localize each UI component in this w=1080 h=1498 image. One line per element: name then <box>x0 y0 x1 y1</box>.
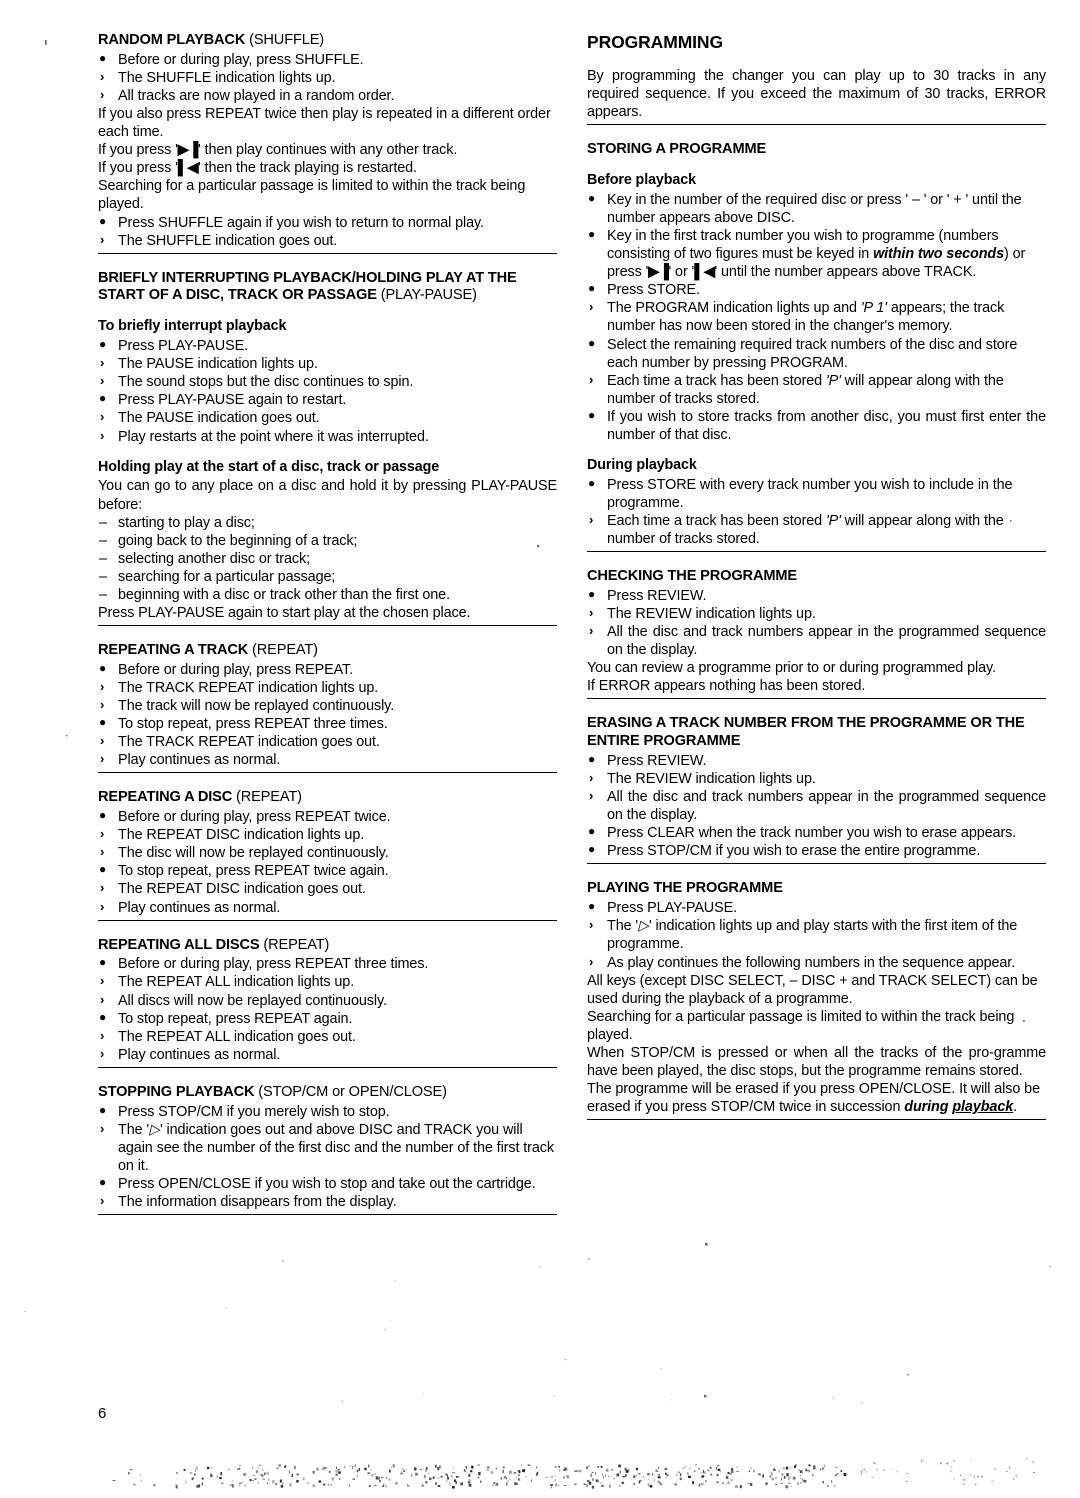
list-item-text: The PAUSE indication lights up. <box>118 356 318 373</box>
section-heading: STORING A PROGRAMME <box>587 141 767 158</box>
left-column <box>98 32 557 1231</box>
list-item-text: Before or during play, press SHUFFLE. <box>118 51 364 68</box>
bullet-marker: ● <box>588 899 596 914</box>
arrow-marker: › <box>100 1120 105 1136</box>
arrow-marker: › <box>100 898 105 914</box>
instruction-list <box>98 808 557 916</box>
list-item <box>587 191 1046 227</box>
arrow-marker: › <box>100 1193 105 1209</box>
section-divider <box>587 1119 1046 1120</box>
subsection-heading: During playback <box>587 456 697 473</box>
instruction-list <box>587 587 1046 695</box>
list-item-text: The REPEAT DISC indication lights up. <box>118 827 365 844</box>
page-number: 6 <box>98 1405 107 1422</box>
section-briefly-interrupting <box>98 270 557 626</box>
list-item-text: searching for a particular passage; <box>118 568 336 585</box>
bullet-marker: ● <box>99 50 107 65</box>
bullet-marker: ● <box>588 475 596 490</box>
arrow-marker: › <box>589 605 594 621</box>
list-item <box>587 299 1046 335</box>
bullet-marker: ● <box>99 337 107 352</box>
list-item <box>98 826 557 844</box>
bullet-marker: ● <box>99 1009 107 1024</box>
subsection-heading: To briefly interrupt playback <box>98 318 287 335</box>
list-item <box>98 514 557 532</box>
list-item <box>98 715 557 733</box>
list-item-text: If you press '▶▐' then play continues with any other track. <box>98 142 458 159</box>
section-divider <box>587 698 1046 699</box>
section-repeating-all-discs <box>98 937 557 1068</box>
list-item <box>98 679 557 697</box>
section-heading: REPEATING ALL DISCS (REPEAT) <box>98 936 330 953</box>
list-item <box>587 281 1046 299</box>
list-item <box>98 1046 557 1064</box>
instruction-list <box>98 337 557 445</box>
bullet-marker: ● <box>588 842 596 857</box>
list-item <box>98 69 557 87</box>
list-item-text: The '▷' indication goes out and above DISC and TRACK you will again see the number of the first disc and the number of the first track on it. <box>118 1121 554 1174</box>
section-heading: ERASING A TRACK NUMBER FROM THE PROGRAMME OR THE ENTIRE PROGRAMME <box>587 715 1025 750</box>
list-item-text: As play continues the following numbers in the sequence appear. <box>607 954 1016 971</box>
list-item <box>587 605 1046 623</box>
section-divider <box>587 863 1046 864</box>
section-random-playback <box>98 32 557 254</box>
list-item-text: The information disappears from the display. <box>118 1194 397 1211</box>
list-item <box>98 880 557 898</box>
list-item <box>98 955 557 973</box>
arrow-marker: › <box>100 973 105 989</box>
list-item <box>98 733 557 751</box>
list-item <box>587 824 1046 842</box>
list-item-text: The track will now be replayed continuously. <box>118 698 395 715</box>
list-item <box>98 355 557 373</box>
section-divider <box>98 1214 557 1215</box>
arrow-marker: › <box>589 299 594 315</box>
list-item <box>587 336 1046 372</box>
list-item <box>587 623 1046 659</box>
bullet-marker: ● <box>99 862 107 877</box>
list-item <box>98 992 557 1010</box>
list-item-text: Before or during play, press REPEAT twice. <box>118 809 391 826</box>
section-erasing-a-track-number <box>587 715 1046 864</box>
list-item-text: The PROGRAM indication lights up and 'P 1' appears; the track number has now been stored in the changer's memory. <box>607 300 1005 335</box>
section-heading: BRIEFLY INTERRUPTING PLAYBACK/HOLDING PLAY AT THE START OF A DISC, TRACK OR PASSAGE (PLAY-PAUSE) <box>98 269 517 304</box>
arrow-marker: › <box>100 231 105 247</box>
list-item <box>98 1121 557 1175</box>
list-item <box>98 159 557 177</box>
subsection-heading: Holding play at the start of a disc, track or passage <box>98 458 440 475</box>
list-item <box>587 227 1046 281</box>
list-item-text: Key in the number of the required disc or press ' – ' or ' + ' until the number appears above DISC. <box>607 191 1022 226</box>
instruction-list <box>98 661 557 769</box>
list-item <box>587 1080 1046 1116</box>
arrow-marker: › <box>100 678 105 694</box>
list-item-text: The '▷' indication lights up and play starts with the first item of the programme. <box>607 918 1018 953</box>
bullet-marker: ● <box>588 824 596 839</box>
list-item-text: Press OPEN/CLOSE if you wish to stop and take out the cartridge. <box>118 1175 536 1192</box>
section-heading: STOPPING PLAYBACK (STOP/CM or OPEN/CLOSE) <box>98 1083 447 1100</box>
list-item-text: If you also press REPEAT twice then play is repeated in a different order each time. <box>98 106 551 141</box>
list-item-text: Before or during play, press REPEAT. <box>118 661 354 678</box>
list-item <box>98 568 557 586</box>
arrow-marker: › <box>589 770 594 786</box>
list-item-text: The programme will be erased if you press OPEN/CLOSE. It will also be erased if you press STOP/CM twice in succession during playback. <box>587 1081 1040 1116</box>
list-item <box>98 862 557 880</box>
section-heading: CHECKING THE PROGRAMME <box>587 568 797 585</box>
list-item <box>587 677 1046 695</box>
section-repeating-a-track <box>98 642 557 773</box>
list-item <box>98 337 557 355</box>
list-item-text: Play restarts at the point where it was interrupted. <box>118 428 429 445</box>
list-item-text: Press PLAY-PAUSE. <box>118 338 248 355</box>
list-item <box>587 587 1046 605</box>
section-stopping-playback <box>98 1084 557 1215</box>
list-item-text: Searching for a particular passage is limited to within the track being played. <box>587 1008 1015 1043</box>
list-item <box>98 808 557 826</box>
section-divider <box>587 124 1046 125</box>
list-item-text: starting to play a disc; <box>118 514 255 531</box>
list-item-text: You can go to any place on a disc and hold it by pressing PLAY-PAUSE before: <box>98 478 557 513</box>
list-item <box>98 586 557 604</box>
list-item-text: The REPEAT DISC indication goes out. <box>118 881 366 898</box>
arrow-marker: › <box>100 826 105 842</box>
arrow-marker: › <box>100 697 105 713</box>
list-item-text: Press SHUFFLE again if you wish to return to normal play. <box>118 214 484 231</box>
bullet-marker: ● <box>588 190 596 205</box>
list-item <box>98 661 557 679</box>
list-item-text: Press PLAY-PAUSE. <box>607 900 737 917</box>
list-item <box>98 373 557 391</box>
list-item-text: The TRACK REPEAT indication lights up. <box>118 679 379 696</box>
bullet-marker: ● <box>588 752 596 767</box>
section-heading: REPEATING A DISC (REPEAT) <box>98 789 302 806</box>
subsection-heading: Before playback <box>587 172 696 189</box>
list-item-text: Play continues as normal. <box>118 1046 281 1063</box>
instruction-list <box>587 476 1046 548</box>
bullet-marker: ● <box>99 808 107 823</box>
instruction-list <box>587 752 1046 860</box>
list-item-text: To stop repeat, press REPEAT again. <box>118 1010 353 1027</box>
list-item <box>587 372 1046 408</box>
list-item <box>587 1008 1046 1044</box>
list-item-text: If you press '▌◀' then the track playing is restarted. <box>98 160 417 177</box>
instruction-list <box>98 1103 557 1211</box>
list-item <box>98 214 557 232</box>
list-item <box>587 408 1046 444</box>
section-heading: RANDOM PLAYBACK (SHUFFLE) <box>98 32 324 48</box>
arrow-marker: › <box>100 751 105 767</box>
list-item <box>587 917 1046 953</box>
list-item-text: beginning with a disc or track other than the first one. <box>118 586 450 603</box>
instruction-list <box>587 191 1046 444</box>
list-item <box>98 105 557 141</box>
list-item-text: All keys (except DISC SELECT, – DISC + and TRACK SELECT) can be used during the playback of a programme. <box>587 972 1038 1007</box>
list-item <box>98 1103 557 1121</box>
list-item-text: Play continues as normal. <box>118 752 281 769</box>
instruction-list <box>98 955 557 1063</box>
arrow-marker: › <box>589 953 594 969</box>
list-item-text: going back to the beginning of a track; <box>118 532 358 549</box>
arrow-marker: › <box>100 991 105 1007</box>
bullet-marker: ● <box>588 281 596 296</box>
list-item <box>587 659 1046 677</box>
list-item <box>98 550 557 568</box>
list-item <box>98 604 557 622</box>
list-item-text: The REVIEW indication lights up. <box>607 606 816 623</box>
section-divider <box>98 253 557 254</box>
bullet-marker: ● <box>588 335 596 350</box>
list-item-text: Key in the first track number you wish to programme (numbers consisting of two figures must be keyed in within two seconds) or press '▶▐' or '▌◀' until the number appears above TRACK. <box>607 228 1026 281</box>
section-divider <box>98 920 557 921</box>
bullet-marker: ● <box>99 660 107 675</box>
list-item <box>98 391 557 409</box>
right-column <box>587 32 1046 1231</box>
section-divider <box>98 1067 557 1068</box>
bullet-marker: ● <box>99 1102 107 1117</box>
bullet-marker: ● <box>99 715 107 730</box>
list-item <box>98 477 557 513</box>
list-item-text: You can review a programme prior to or during programmed play. <box>587 660 996 677</box>
list-item <box>587 1044 1046 1080</box>
list-item-text: Press STORE with every track number you wish to include in the programme. <box>607 476 1013 511</box>
list-item-text: Select the remaining required track numbers of the disc and store each number by pressing PROGRAM. <box>607 336 1018 371</box>
arrow-marker: › <box>100 355 105 371</box>
list-item-text: Before or during play, press REPEAT three times. <box>118 956 429 973</box>
list-item <box>98 87 557 105</box>
list-item-text: Press STORE. <box>607 282 700 299</box>
list-item <box>98 899 557 917</box>
list-item-text: When STOP/CM is pressed or when all the tracks of the pro-gramme have been played, the disc stops, but the programme remains stored. <box>587 1044 1046 1079</box>
list-item-text: Press REVIEW. <box>607 753 707 770</box>
list-item-text: If ERROR appears nothing has been stored. <box>587 678 866 695</box>
section-heading: PLAYING THE PROGRAMME <box>587 880 783 897</box>
list-item <box>587 788 1046 824</box>
arrow-marker: › <box>589 512 594 527</box>
section-programming <box>587 32 1046 125</box>
list-item-text: Press PLAY-PAUSE again to start play at the chosen place. <box>98 604 471 621</box>
arrow-marker: › <box>589 371 594 387</box>
main-heading: PROGRAMMING <box>587 32 723 52</box>
section-playing-the-programme <box>587 880 1046 1120</box>
bullet-marker: ● <box>588 227 596 242</box>
arrow-marker: › <box>100 68 105 84</box>
list-item <box>587 842 1046 860</box>
arrow-marker: › <box>100 409 105 425</box>
list-item-text: The PAUSE indication goes out. <box>118 410 320 427</box>
arrow-marker: › <box>100 1027 105 1043</box>
arrow-marker: › <box>100 1045 105 1061</box>
section-intro: By programming the changer you can play up to 30 tracks in any required sequence. If you exceed the maximum of 30 tracks, ERROR appears. <box>587 68 1046 121</box>
arrow-marker: › <box>100 880 105 896</box>
list-item-text: All discs will now be replayed continuously. <box>118 992 387 1009</box>
list-item <box>98 973 557 991</box>
list-item-text: Press STOP/CM if you wish to erase the entire programme. <box>607 843 981 860</box>
list-item-text: To stop repeat, press REPEAT three times. <box>118 716 388 733</box>
list-item-text: Play continues as normal. <box>118 899 281 916</box>
list-item <box>98 141 557 159</box>
arrow-marker: › <box>100 373 105 389</box>
list-item <box>98 409 557 427</box>
list-item-text: Searching for a particular passage is limited to within the track being played. <box>98 178 526 213</box>
arrow-marker: › <box>589 917 594 933</box>
list-item <box>98 751 557 769</box>
list-item <box>98 428 557 446</box>
list-item-text: Press REVIEW. <box>607 587 707 604</box>
instruction-list <box>98 477 557 622</box>
bullet-marker: ● <box>99 955 107 970</box>
list-item <box>98 232 557 250</box>
arrow-marker: › <box>589 788 594 804</box>
list-item-text: To stop repeat, press REPEAT twice again. <box>118 863 389 880</box>
list-item <box>98 532 557 550</box>
arrow-marker: › <box>100 86 105 102</box>
section-repeating-a-disc <box>98 789 557 920</box>
bullet-marker: ● <box>588 586 596 601</box>
list-item-text: The TRACK REPEAT indication goes out. <box>118 734 380 751</box>
list-item-text: If you wish to store tracks from another disc, you must first enter the number of that disc. <box>607 408 1046 443</box>
list-item <box>587 972 1046 1008</box>
section-checking-the-programme <box>587 568 1046 699</box>
list-item <box>98 51 557 69</box>
instruction-list <box>587 899 1046 1116</box>
list-item <box>98 1175 557 1193</box>
list-item <box>98 1193 557 1211</box>
list-item-text: All the disc and track numbers appear in the programmed sequence on the display. <box>607 789 1046 824</box>
section-divider <box>98 772 557 773</box>
instruction-list <box>98 51 557 250</box>
dash-marker: – <box>99 514 107 531</box>
list-item <box>98 1028 557 1046</box>
arrow-marker: › <box>100 733 105 749</box>
list-item-text: Press STOP/CM if you merely wish to stop. <box>118 1103 390 1120</box>
list-item <box>587 954 1046 972</box>
section-storing-a-programme <box>587 141 1046 552</box>
list-item-text: The sound stops but the disc continues to spin. <box>118 374 414 391</box>
list-item-text: Press PLAY-PAUSE again to restart. <box>118 392 347 409</box>
list-item <box>98 1010 557 1028</box>
section-heading: REPEATING A TRACK (REPEAT) <box>98 642 318 659</box>
dash-marker: – <box>99 532 107 549</box>
arrow-marker: › <box>589 623 594 639</box>
list-item-text: The SHUFFLE indication lights up. <box>118 69 336 86</box>
list-item <box>98 697 557 715</box>
bullet-marker: ● <box>99 213 107 228</box>
scan-speckle-artifacts <box>0 1440 1080 1498</box>
list-item-text: Each time a track has been stored 'P' will appear along with the number of tracks stored. <box>607 372 1004 407</box>
list-item-text: Press CLEAR when the track number you wish to erase appears. <box>607 825 1017 842</box>
section-divider <box>587 551 1046 552</box>
list-item <box>587 899 1046 917</box>
list-item-text: The disc will now be replayed continuously. <box>118 845 389 862</box>
arrow-marker: › <box>100 844 105 860</box>
list-item <box>587 512 1046 548</box>
list-item <box>587 770 1046 788</box>
list-item <box>98 177 557 213</box>
bullet-marker: ● <box>588 407 596 422</box>
list-item-text: All tracks are now played in a random order. <box>118 87 395 104</box>
list-item-text: Each time a track has been stored 'P' will appear along with the number of tracks stored. <box>607 513 1004 548</box>
arrow-marker: › <box>100 427 105 443</box>
list-item-text: selecting another disc or track; <box>118 550 310 567</box>
list-item-text: All the disc and track numbers appear in the programmed sequence on the display. <box>607 624 1046 659</box>
list-item-text: The SHUFFLE indication goes out. <box>118 232 338 249</box>
list-item <box>587 752 1046 770</box>
list-item <box>98 844 557 862</box>
dash-marker: – <box>99 550 107 567</box>
dash-marker: – <box>99 568 107 585</box>
bullet-marker: ● <box>99 1174 107 1189</box>
list-item <box>587 476 1046 512</box>
list-item-text: The REPEAT ALL indication goes out. <box>118 1028 356 1045</box>
bullet-marker: ● <box>99 391 107 406</box>
section-divider <box>98 625 557 626</box>
dash-marker: – <box>99 586 107 603</box>
list-item-text: The REVIEW indication lights up. <box>607 771 816 788</box>
list-item-text: The REPEAT ALL indication lights up. <box>118 974 355 991</box>
